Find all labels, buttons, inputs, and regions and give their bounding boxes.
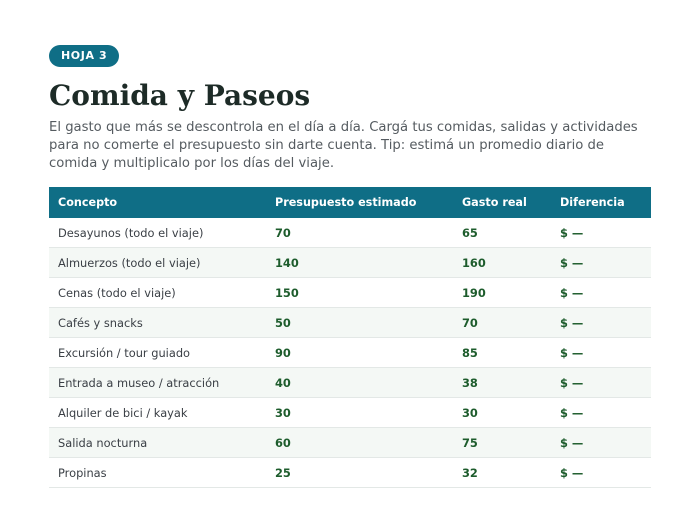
cell-presupuesto-estimado[interactable]: 70 <box>266 218 453 248</box>
table-row <box>49 428 651 458</box>
header-gasto-real: Gasto real <box>453 187 551 218</box>
table-row <box>49 308 651 338</box>
cell-concepto[interactable]: Almuerzos (todo el viaje) <box>49 248 266 278</box>
cell-diferencia[interactable]: $ — <box>551 248 651 278</box>
cell-diferencia[interactable]: $ — <box>551 278 651 308</box>
intro-text: El gasto que más se descontrola en el día a día. Cargá tus comidas, salidas y actividades para no comerte el presupuesto sin darte cuenta. Tip: estimá un promedio diario de comida y multiplicalo por los días del viaje. <box>49 120 638 171</box>
cell-gasto-real[interactable]: 30 <box>453 398 551 428</box>
cell-presupuesto-estimado[interactable]: 40 <box>266 368 453 398</box>
table-row <box>49 218 651 248</box>
page-title: Comida y Paseos <box>49 79 311 112</box>
cell-gasto-real[interactable]: 32 <box>453 458 551 488</box>
cell-diferencia[interactable]: $ — <box>551 398 651 428</box>
cell-concepto[interactable]: Cenas (todo el viaje) <box>49 278 266 308</box>
cell-presupuesto-estimado[interactable]: 50 <box>266 308 453 338</box>
table-row <box>49 368 651 398</box>
cell-diferencia[interactable]: $ — <box>551 338 651 368</box>
cell-concepto[interactable]: Desayunos (todo el viaje) <box>49 218 266 248</box>
table-row <box>49 398 651 428</box>
cell-gasto-real[interactable]: 38 <box>453 368 551 398</box>
cell-concepto[interactable]: Entrada a museo / atracción <box>49 368 266 398</box>
cell-diferencia[interactable]: $ — <box>551 458 651 488</box>
cell-presupuesto-estimado[interactable]: 30 <box>266 398 453 428</box>
cell-concepto[interactable]: Salida nocturna <box>49 428 266 458</box>
table-row <box>49 458 651 488</box>
cell-concepto[interactable]: Propinas <box>49 458 266 488</box>
cell-presupuesto-estimado[interactable]: 90 <box>266 338 453 368</box>
cell-concepto[interactable]: Alquiler de bici / kayak <box>49 398 266 428</box>
cell-gasto-real[interactable]: 160 <box>453 248 551 278</box>
header-presupuesto-estimado: Presupuesto estimado <box>266 187 453 218</box>
cell-gasto-real[interactable]: 190 <box>453 278 551 308</box>
cell-presupuesto-estimado[interactable]: 25 <box>266 458 453 488</box>
cell-concepto[interactable]: Cafés y snacks <box>49 308 266 338</box>
table-row <box>49 248 651 278</box>
cell-presupuesto-estimado[interactable]: 150 <box>266 278 453 308</box>
table-row <box>49 278 651 308</box>
header-concepto: Concepto <box>49 187 266 218</box>
header-row <box>49 187 651 218</box>
cell-gasto-real[interactable]: 75 <box>453 428 551 458</box>
sheet-badge: HOJA 3 <box>49 45 119 67</box>
cell-gasto-real[interactable]: 70 <box>453 308 551 338</box>
cell-presupuesto-estimado[interactable]: 140 <box>266 248 453 278</box>
cell-gasto-real[interactable]: 65 <box>453 218 551 248</box>
table-body <box>49 218 651 488</box>
cell-diferencia[interactable]: $ — <box>551 368 651 398</box>
cell-concepto[interactable]: Excursión / tour guiado <box>49 338 266 368</box>
cell-diferencia[interactable]: $ — <box>551 308 651 338</box>
table-header <box>49 187 651 218</box>
header-diferencia: Diferencia <box>551 187 651 218</box>
cell-gasto-real[interactable]: 85 <box>453 338 551 368</box>
budget-table <box>49 187 651 488</box>
cell-diferencia[interactable]: $ — <box>551 218 651 248</box>
table-row <box>49 338 651 368</box>
cell-diferencia[interactable]: $ — <box>551 428 651 458</box>
cell-presupuesto-estimado[interactable]: 60 <box>266 428 453 458</box>
